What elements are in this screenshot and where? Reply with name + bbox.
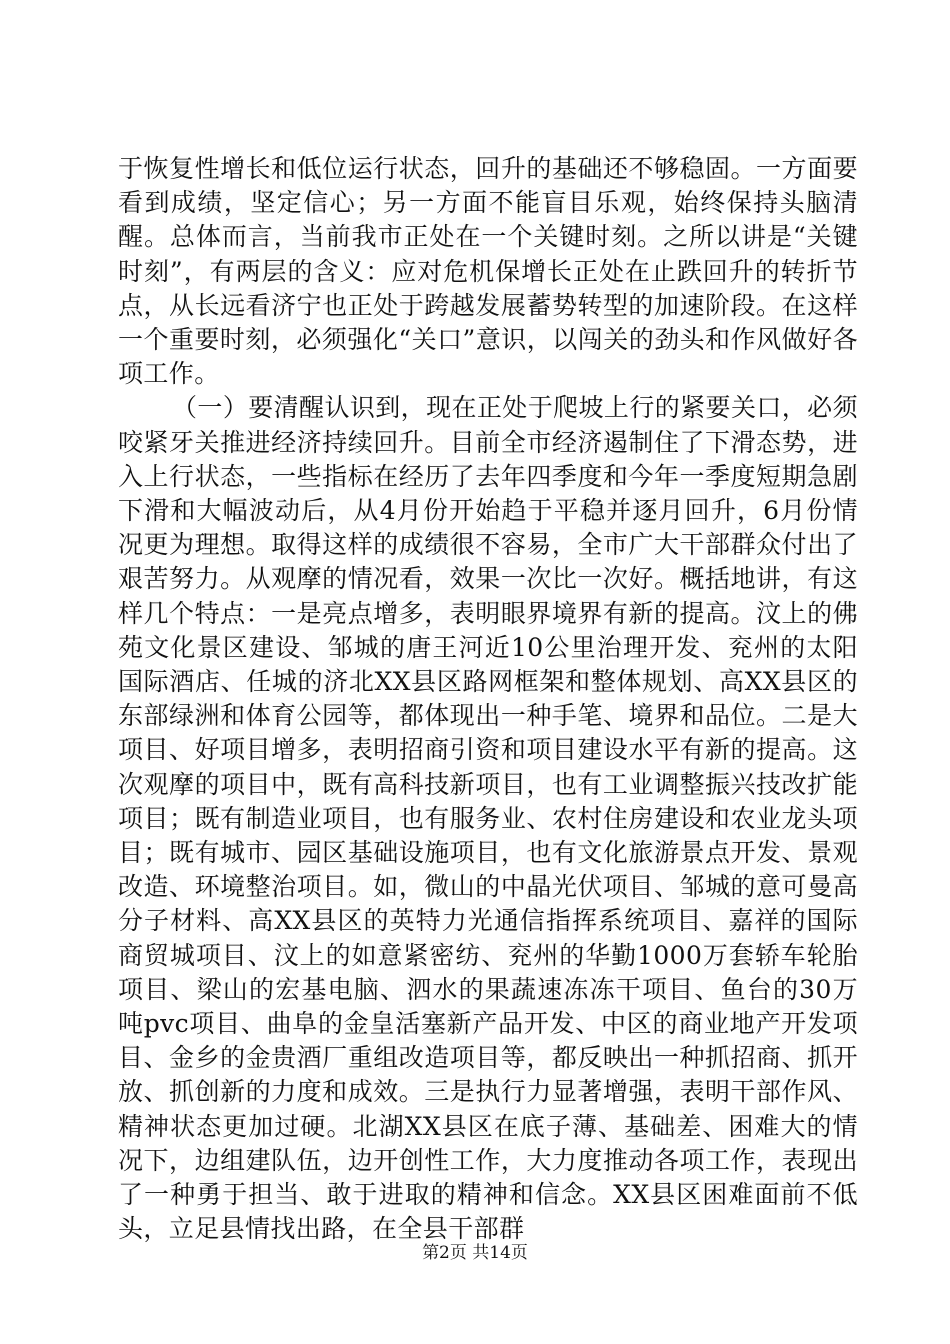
page-footer: 第2页 共14页 bbox=[422, 1243, 528, 1263]
paragraph-2: （一）要清醒认识到，现在正处于爬坡上行的紧要关口，必须咬紧牙关推进经济持续回升。目前全市经济遏制住了下滑态势，进入上行状态，一些指标在经历了去年四季度和今年一季度短期急剧下滑和大幅波动后，从4月份开始趋于平稳并逐月回升，6月份情况更为理想。取得这样的成绩很不容易，全市广大干部群众付出了艰苦努力。从观摩的情况看，效果一次比一次好。概括地讲，有这样几个特点：一是亮点增多，表明眼界境界有新的提高。汶上的佛苑文化景区建设、邹城的唐王河近10公里治理开发、兖州的太阳国际酒店、任城的济北XX县区路网框架和整体规划、高XX县区的东部绿洲和体育公园等，都体现出一种手笔、境界和品位。二是大项目、好项目增多，表明招商引资和项目建设水平有新的提高。这次观摩的项目中，既有高科技新项目，也有工业调整振兴技改扩能项目；既有制造业项目，也有服务业、农村住房建设和农业龙头项目；既有城市、园区基础设施项目，也有文化旅游景点开发、景观改造、环境整治项目。如，微山的中晶光伏项目、邹城的意可曼高分子材料、高XX县区的英特力光通信指挥系统项目、嘉祥的国际商贸城项目、汶上的如意紧密纺、兖州的华勤1000万套轿车轮胎项目、梁山的宏基电脑、泗水的果蔬速冻冻干项目、鱼台的30万吨pvc项目、曲阜的金皇活塞新产品开发、中区的商业地产开发项目、金乡的金贵酒厂重组改造项目等，都反映出一种抓招商、抓开放、抓创新的力度和成效。三是执行力显著增强，表明干部作风、精神状态更加过硬。北湖XX县区在底子薄、基础差、困难大的情况下，边组建队伍，边开创性工作，大力度推动各项工作，表现出了一种勇于担当、敢于进取的精神和信念。XX县区困难面前不低头，立足县情找出路，在全县干部群 bbox=[118, 393, 858, 1244]
paragraph-1: 于恢复性增长和低位运行状态，回升的基础还不够稳固。一方面要看到成绩，坚定信心；另一方面不能盲目乐观，始终保持头脑清醒。总体而言，当前我市正处在一个关键时刻。之所以讲是“关键时刻”，有两层的含义：应对危机保增长正处在止跌回升的转折节点，从长远看济宁也正处于跨越发展蓄势转型的加速阶段。在这样一个重要时刻，必须强化“关口”意识，以闯关的劲头和作风做好各项工作。 bbox=[118, 154, 858, 389]
document-body bbox=[118, 152, 858, 1247]
